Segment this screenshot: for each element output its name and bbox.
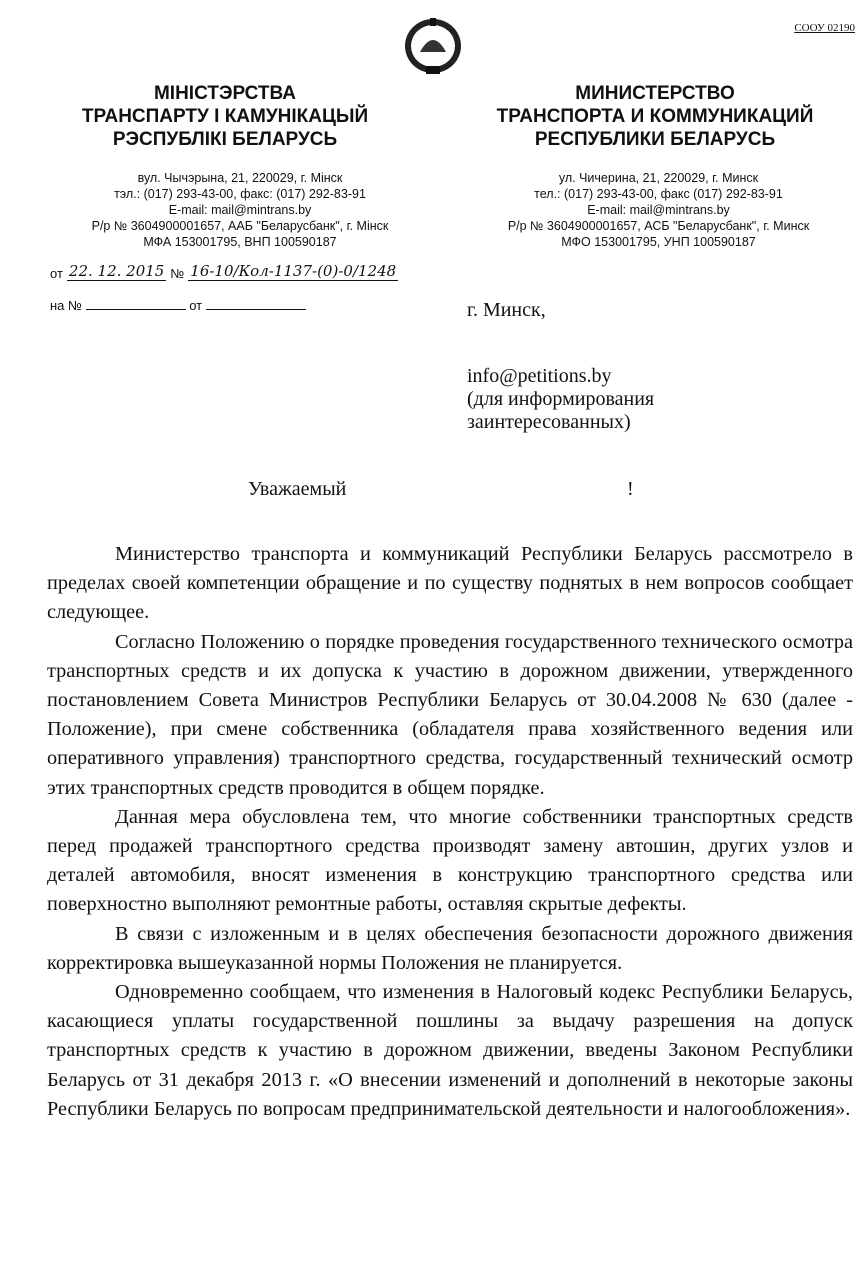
address-line: E-mail: mail@mintrans.by [587, 203, 730, 217]
address-line: тэл.: (017) 293-43-00, факс: (017) 292-83-91 [114, 187, 366, 201]
paragraph: В связи с изложенным и в целях обеспечения безопасности дорожного движения корректировка вышеуказанной нормы Положения не планируется. [47, 922, 853, 974]
address-line: Р/р № 3604900001657, АСБ "Беларусбанк", г. Минск [507, 219, 810, 233]
address-russian [450, 170, 867, 250]
org-line: ТРАНСПАРТУ І КАМУНІКАЦЫЙ [81, 106, 369, 127]
number-label: № [170, 266, 185, 281]
ref-number-blank [86, 297, 186, 310]
registration-date: 22. 12. 2015 [68, 262, 165, 280]
address-line: E-mail: mail@mintrans.by [168, 203, 312, 217]
paragraph: Министерство транспорта и коммуникаций Республики Беларусь рассмотрело в пределах своей компетенции обращение и по существу поднятых в нем вопросов сообщает следующее. [47, 543, 853, 624]
address-line: Р/р № 3604900001657, ААБ "Беларусбанк", г. Мінск [91, 219, 389, 233]
org-line: РЭСПУБЛІКІ БЕЛАРУСЬ [112, 129, 338, 150]
addressee-note: заинтересованных) [467, 411, 631, 433]
paragraph: Одновременно сообщаем, что изменения в Налоговый кодекс Республики Беларусь, касающиеся уплаты государственной пошлины за выдачу разрешения на допуск транспортных средств к участию в дорожном движении, введены Законом Республики Беларусь от 31 декабря 2013 г. «О внесении изменений и дополнений в некоторые законы Республики Беларусь по вопросам предпринимательской деятельности и налогообложения». [47, 981, 853, 1120]
paragraph: Согласно Положению о порядке проведения государственного технического осмотра транспортных средств и их допуска к участию в дорожном движении, утвержденного постановлением Совета Министров Республики Беларусь от 30.04.2008 № 630 (далее - Положение), при смене собственника (обладателя права хозяйственного ведения или оперативного управления) транспортного средства, государственный технический осмотр этих транспортных средств проводится в общем порядке. [47, 630, 853, 799]
address-line: МФА 153001795, ВНП 100590187 [143, 235, 337, 249]
paragraph: Данная мера обусловлена тем, что многие собственники транспортных средств перед продажей транспортного средства производят замену автошин, других узлов и деталей автомобиля, вносят изменения в конструкцию транспортного средства или поверхностно выполняют ремонтные работы, оставляя скрытые дефекты. [47, 805, 853, 916]
addressee-note: (для информирования [467, 388, 655, 410]
org-line: РЕСПУБЛИКИ БЕЛАРУСЬ [534, 129, 776, 150]
document-code: СООУ 02190 [794, 22, 855, 34]
org-name-russian [460, 82, 850, 151]
addressee-city: г. Минск, [467, 299, 546, 321]
registration-line [50, 262, 398, 281]
ref-date-blank [206, 297, 306, 310]
address-line: ул. Чичерина, 21, 220029, г. Минск [558, 171, 759, 185]
org-line: ТРАНСПОРТА И КОММУНИКАЦИЙ [496, 106, 814, 127]
greeting-mark: ! [627, 478, 634, 500]
state-emblem-icon [400, 14, 466, 76]
address-line: тел.: (017) 293-43-00, факс (017) 292-83-91 [534, 187, 783, 201]
address-line: вул. Чычэрына, 21, 220029, г. Мінск [137, 171, 343, 185]
from-label: от [50, 266, 63, 281]
org-line: МИНИСТЕРСТВО [575, 83, 735, 104]
address-belarusian [30, 170, 450, 250]
org-name-belarusian [40, 82, 410, 151]
address-line: МФО 153001795, УНП 100590187 [561, 235, 756, 249]
greeting: Уважаемый [248, 478, 347, 500]
ref-label: на № [50, 298, 82, 313]
addressee-email: info@petitions.by [467, 365, 612, 387]
registration-number: 16-10/Кол-1137-(0)-0/1248 [190, 262, 397, 280]
reference-line [50, 297, 306, 313]
ref-from-label: от [189, 298, 203, 313]
org-line: МІНІСТЭРСТВА [153, 83, 297, 104]
letter-body [47, 540, 853, 1124]
